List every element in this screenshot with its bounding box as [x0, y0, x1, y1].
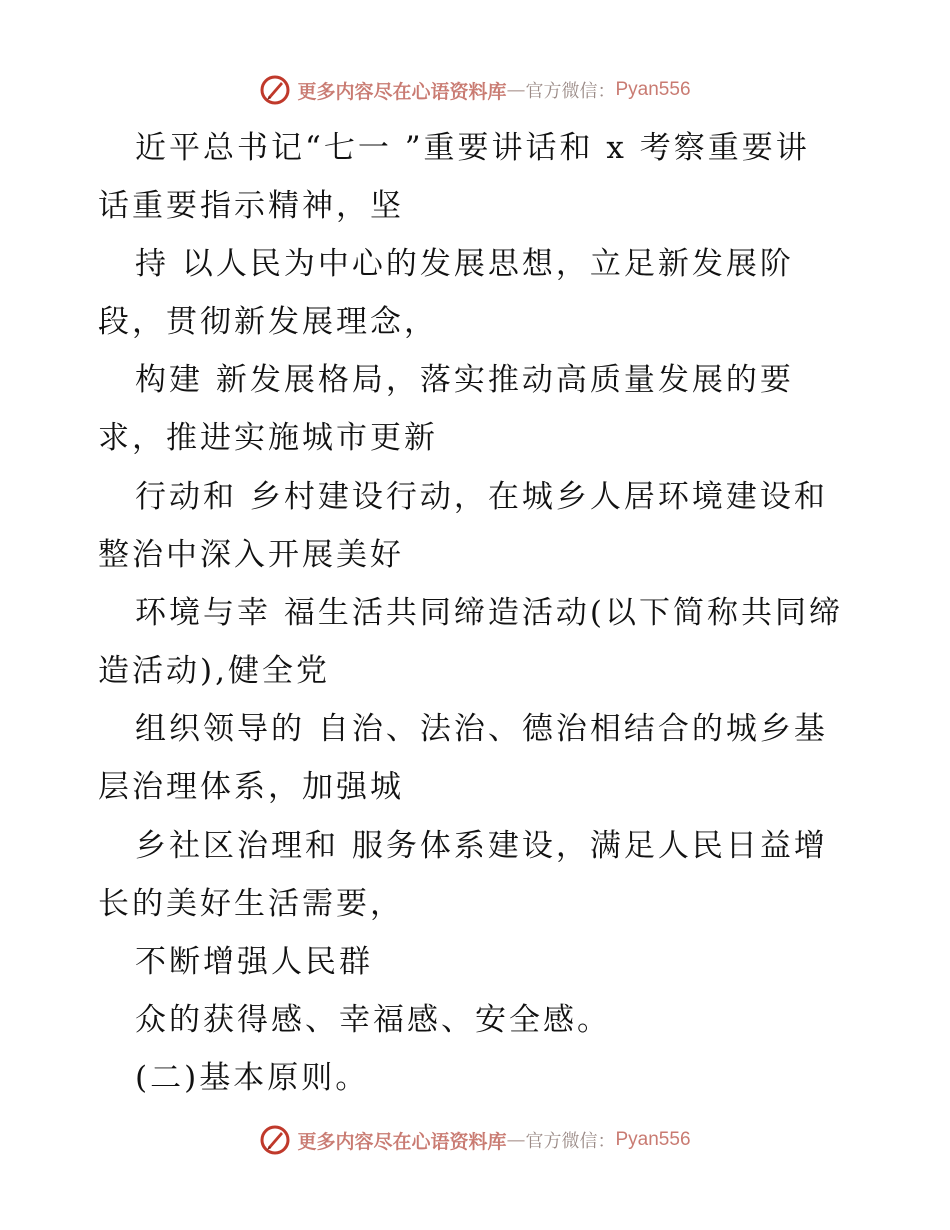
text-line: 话重要指示精神，坚 — [98, 188, 404, 224]
header-watermark — [0, 72, 950, 108]
text-line: 众的获得感、幸福感、安全感。 — [135, 1002, 611, 1038]
text-line: 构建 新发展格局，落实推动高质量发展的要 — [135, 362, 794, 398]
text-line: 乡社区治理和 服务体系建设，满足人民日益增 — [135, 828, 828, 864]
watermark-separator: — — [506, 79, 526, 101]
text-line: 组织领导的 自治、法治、德治相结合的城乡基 — [135, 711, 828, 747]
watermark-separator: — — [506, 1129, 526, 1151]
text-line: 造活动),健全党 — [98, 653, 330, 689]
watermark-official-label: 官方微信： — [525, 81, 616, 102]
footer-watermark — [0, 1122, 950, 1158]
text-line: 不断增强人民群 — [135, 944, 373, 980]
text-line: 整治中深入开展美好 — [98, 537, 404, 573]
text-line: 长的美好生活需要， — [98, 886, 404, 922]
watermark-wechat-id: Pyan556 — [615, 1129, 691, 1150]
text-line: 段，贯彻新发展理念， — [98, 304, 438, 340]
watermark-main-text: 更多内容尽在心语资料库 — [297, 80, 507, 103]
watermark-official-label: 官方微信： — [525, 1131, 616, 1152]
watermark-main-text: 更多内容尽在心语资料库 — [297, 1130, 507, 1153]
text-line: 持 以人民为中心的发展思想，立足新发展阶 — [135, 246, 794, 282]
text-line: 求，推进实施城市更新 — [98, 420, 438, 456]
text-line: 环境与幸 福生活共同缔造活动(以下简称共同缔 — [135, 595, 843, 631]
text-line: 层治理体系，加强城 — [98, 769, 404, 805]
quill-logo-icon — [259, 74, 291, 106]
text-line: 行动和 乡村建设行动，在城乡人居环境建设和 — [135, 479, 828, 515]
section-heading: (二)基本原则。 — [135, 1060, 370, 1096]
watermark-wechat-id: Pyan556 — [615, 79, 691, 100]
text-line: 近平总书记“七一 ”重要讲话和 x 考察重要讲 — [135, 130, 810, 166]
quill-logo-icon — [259, 1124, 291, 1156]
